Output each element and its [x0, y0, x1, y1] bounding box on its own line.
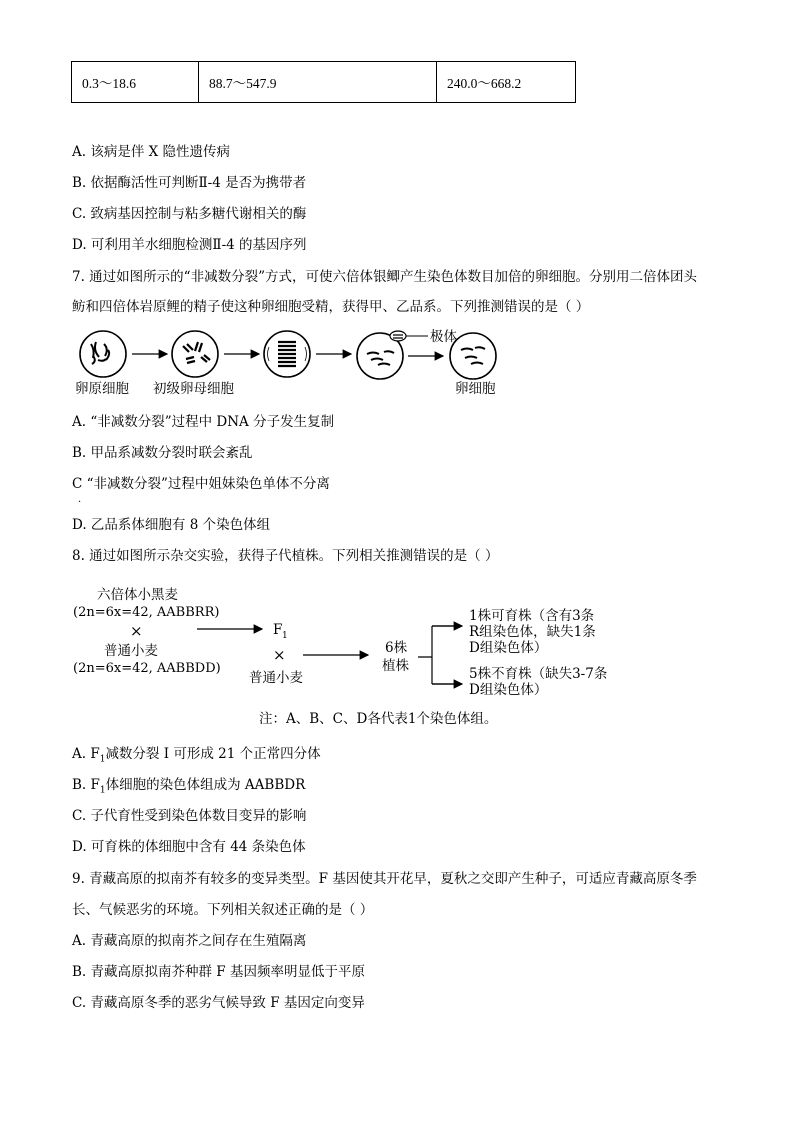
label-egg: 卵细胞 — [455, 381, 496, 397]
q7-option-c-dot: . — [78, 494, 82, 505]
f1-subscript: 1 — [282, 631, 288, 641]
table-row — [72, 62, 576, 103]
q6-option-c: C. 致病基因控制与粘多糖代谢相关的酶 — [72, 206, 307, 222]
q8-option-b-sub: 1 — [99, 785, 106, 796]
label-oogonium: 卵原细胞 — [75, 381, 129, 397]
oogonium-cell — [80, 331, 126, 377]
parent3-name: 普通小麦 — [249, 670, 303, 686]
q8-option-d: D. 可育株的体细胞中含有 44 条染色体 — [72, 839, 306, 855]
q6-option-a: A. 该病是伴 X 隐性遗传病 — [72, 144, 231, 160]
q7-option-d: D. 乙品系体细胞有 8 个染色体组 — [72, 517, 271, 533]
q9-stem-line1: 9. 青藏高原的拟南芥有较多的变异类型。F 基因使其开花早，夏秋之交即产生种子，可适应青藏高原冬季 — [72, 871, 697, 887]
progeny-line2: 植株 — [382, 658, 409, 674]
primary-oocyte-cell — [172, 331, 218, 377]
q8-option-c: C. 子代育性受到染色体数目变异的影响 — [72, 808, 307, 824]
q9-option-b: B. 青藏高原拟南芥种群 F 基因频率明显低于平原 — [72, 964, 365, 980]
label-primary-oocyte: 初级卵母细胞 — [153, 381, 234, 397]
q9-option-c: C. 青藏高原冬季的恶劣气候导致 F 基因定向变异 — [72, 995, 365, 1011]
q9-stem-line2: 长、气候恶劣的环境。下列相关叙述正确的是（ ） — [72, 902, 374, 918]
q8-option-a-pre: A. F — [72, 746, 100, 762]
cross-symbol-2: × — [273, 646, 286, 664]
q7-oogenesis-figure — [60, 322, 520, 400]
q8-option-a-post: 减数分裂 I 可形成 21 个正常四分体 — [105, 746, 321, 762]
fertile-line2: R组染色体，缺失1条 — [469, 624, 596, 640]
q7-option-a: A. “非减数分裂”过程中 DNA 分子发生复制 — [72, 414, 335, 430]
egg-cell — [450, 333, 496, 379]
q7-stem-line2: 鲂和四倍体岩原鲤的精子使这种卵细胞受精，获得甲、乙品系。下列推测错误的是（ ） — [72, 299, 590, 315]
progeny-line1: 6株 — [385, 640, 408, 656]
branch-lines — [418, 626, 458, 684]
parent2-name: 普通小麦 — [104, 643, 158, 659]
q8-option-a — [72, 745, 321, 769]
q7-option-b: B. 甲品系减数分裂时联会紊乱 — [72, 445, 253, 461]
metaphase-cell — [264, 331, 310, 377]
parent1-genome: (2n=6x=42, AABBRR) — [73, 605, 220, 620]
q6-option-b: B. 依据酶活性可判断Ⅱ-4 是否为携带者 — [72, 175, 307, 191]
q6-option-d: D. 可利用羊水细胞检测Ⅱ-4 的基因序列 — [72, 237, 307, 253]
q8-option-b — [72, 776, 305, 800]
q8-stem: 8. 通过如图所示杂交实验，获得子代植株。下列相关推测错误的是（ ） — [72, 548, 499, 564]
table-cell: 240.0～668.2 — [437, 62, 576, 103]
fertile-line1: 1株可育株（含有3条 — [469, 608, 595, 624]
table-cell: 88.7～547.9 — [199, 62, 437, 103]
fertile-line3: D组染色体） — [469, 640, 548, 656]
q8-figure-note: 注：A、B、C、D各代表1个染色体组。 — [259, 711, 498, 727]
q8-option-b-post: 体细胞的染色体组成为 AABBDR — [105, 777, 306, 793]
parent2-genome: (2n=6x=42, AABBDD) — [73, 661, 221, 676]
label-polar-body: 极体 — [430, 329, 457, 345]
sterile-line2: D组染色体） — [469, 682, 548, 698]
q7-option-c: C “非减数分裂”过程中姐妹染色单体不分离 — [72, 476, 330, 492]
q8-option-a-sub: 1 — [99, 754, 106, 765]
sterile-line1: 5株不育株（缺失3-7条 — [469, 666, 608, 682]
q7-stem-line1: 7. 通过如图所示的“非减数分裂”方式，可使六倍体银鲫产生染色体数目加倍的卵细胞。分别用二倍体团头 — [72, 269, 697, 285]
polar-body-shape — [390, 331, 406, 341]
f1-label: F — [273, 622, 283, 638]
enzyme-activity-table — [71, 61, 576, 103]
parent1-name: 六倍体小黑麦 — [97, 587, 178, 603]
q8-cross-figure — [60, 580, 640, 732]
dividing-cell — [357, 331, 406, 379]
q8-option-b-pre: B. F — [72, 777, 100, 793]
cross-symbol-1: × — [130, 622, 143, 640]
q9-option-a: A. 青藏高原的拟南芥之间存在生殖隔离 — [72, 933, 307, 949]
table-cell: 0.3～18.6 — [72, 62, 199, 103]
